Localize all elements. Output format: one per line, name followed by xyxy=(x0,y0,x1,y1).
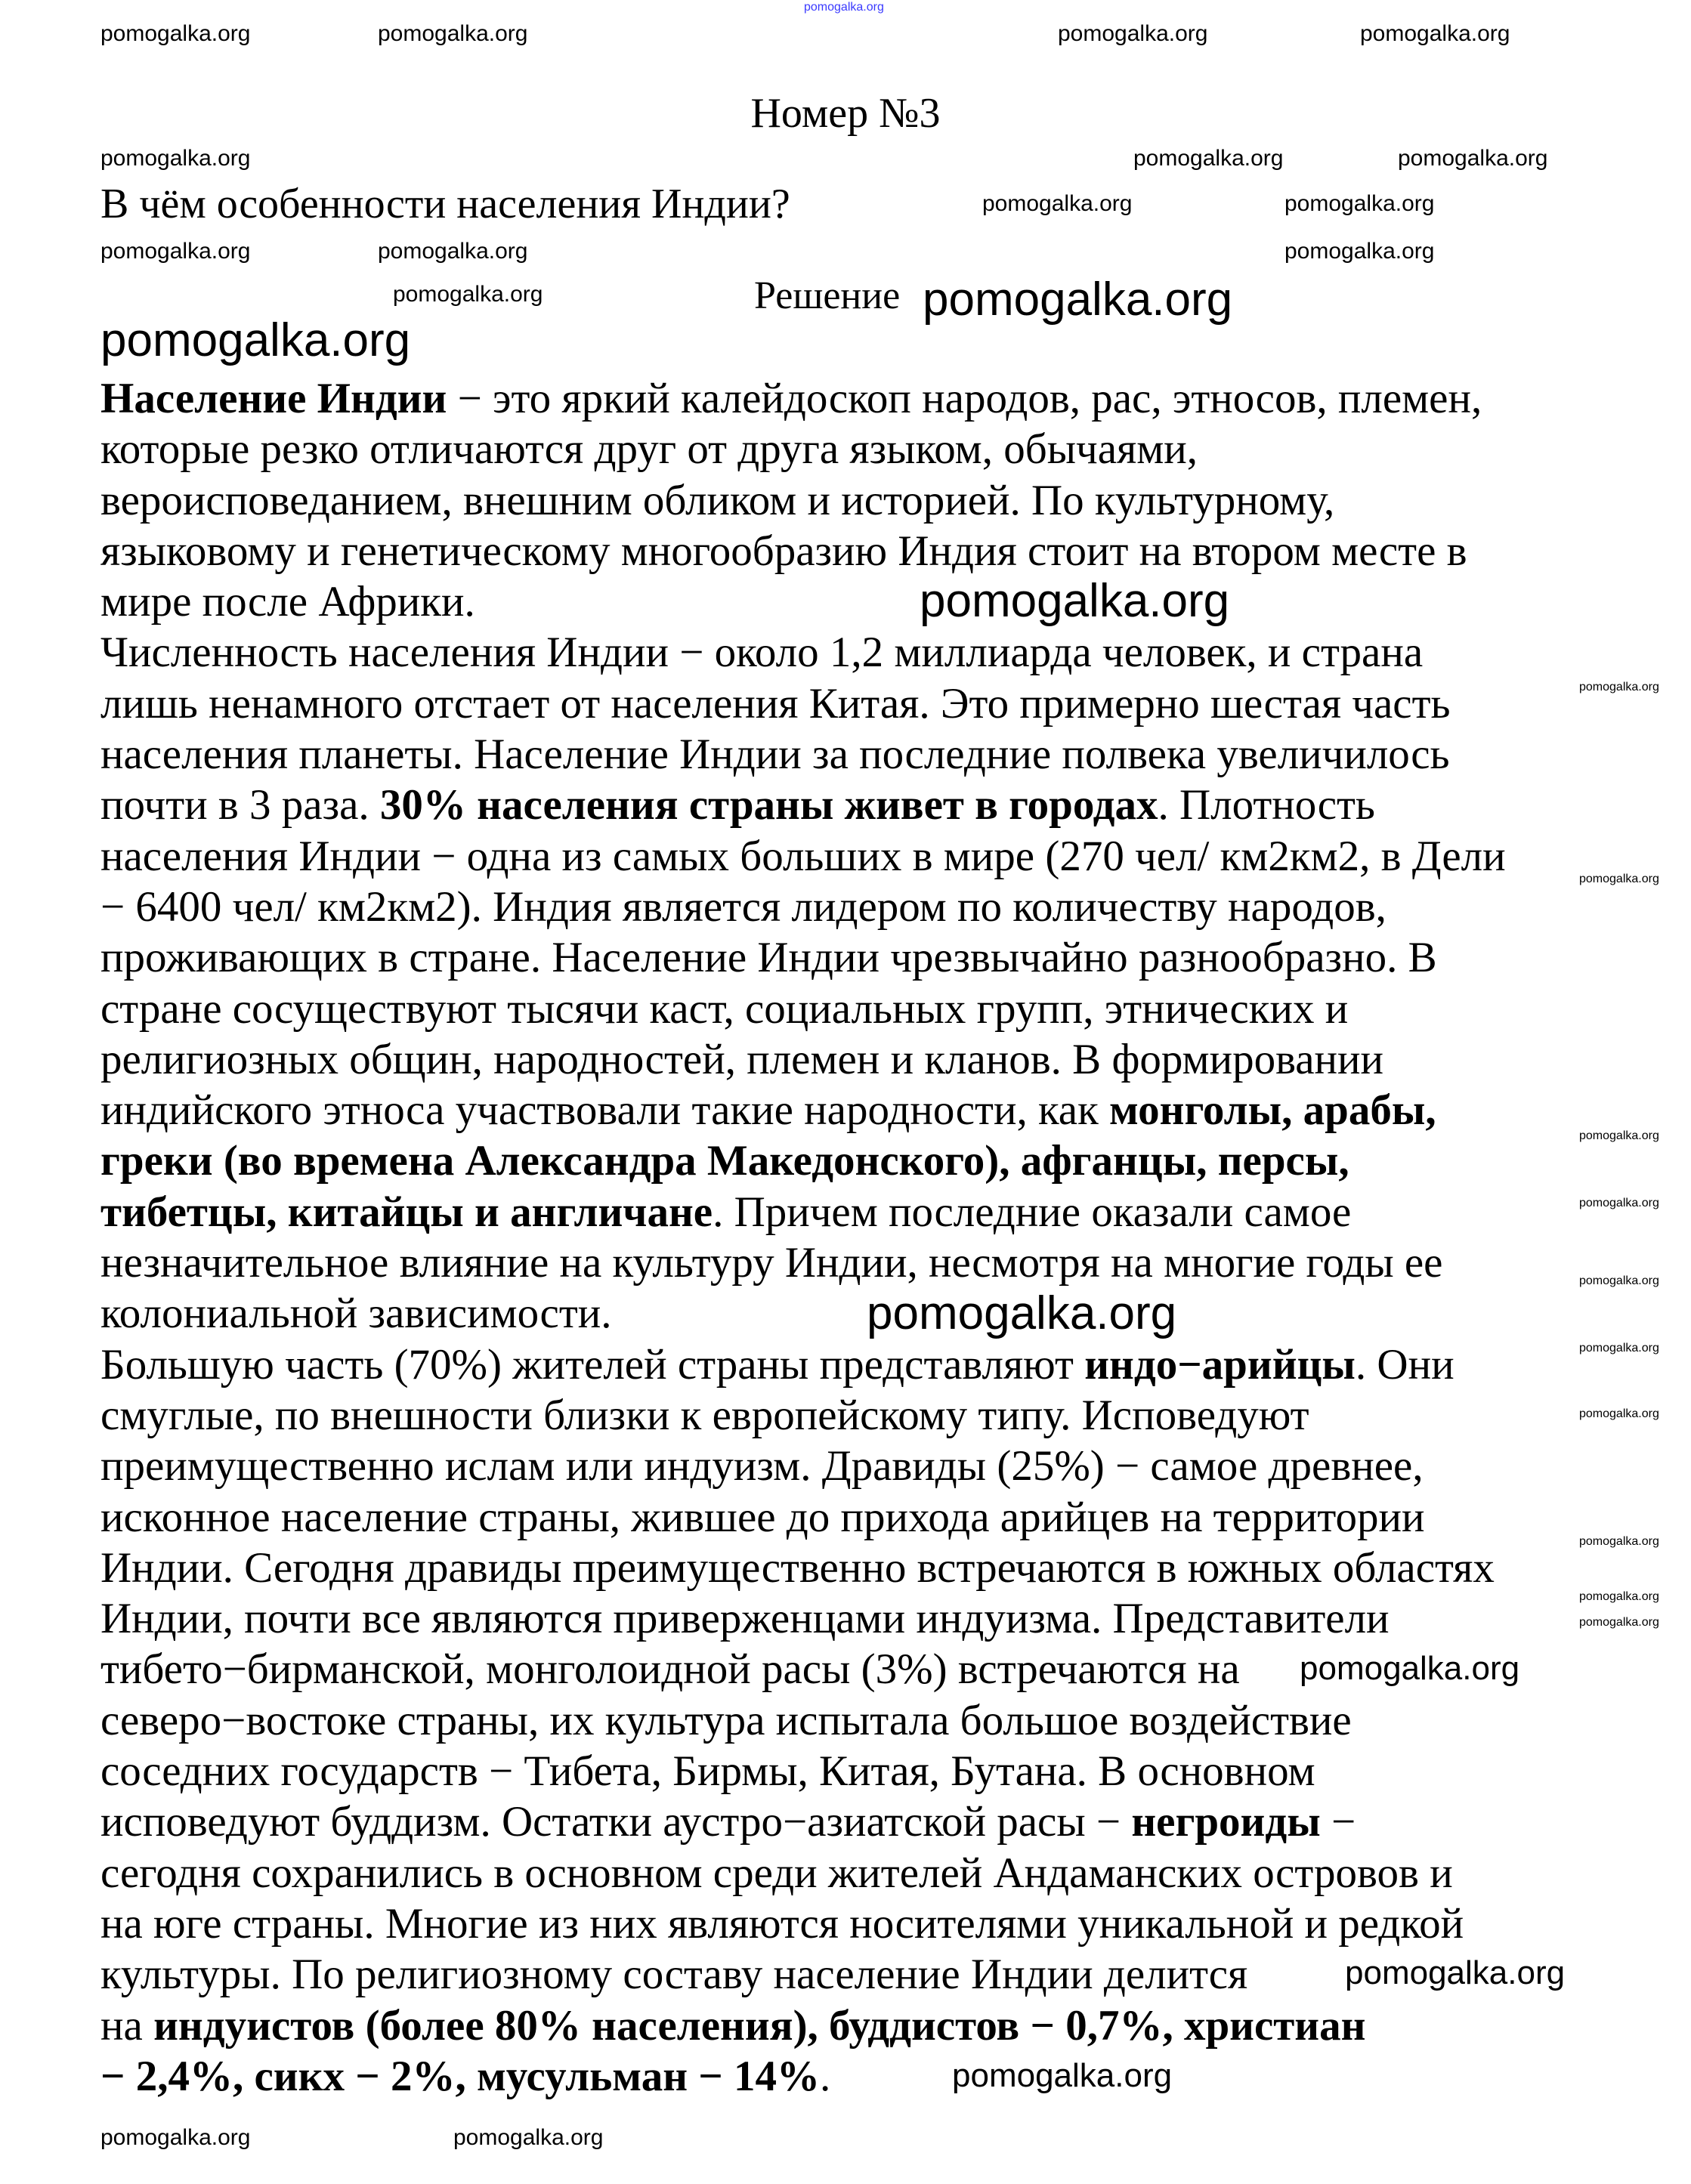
text-line xyxy=(100,1339,1455,1390)
watermark: pomogalka.org xyxy=(100,146,251,171)
watermark: pomogalka.org xyxy=(1284,239,1435,264)
watermark-top[interactable]: pomogalka.org xyxy=(804,1,884,14)
text-line xyxy=(100,1848,1453,1898)
text-segment: исповедуют буддизм. Остатки аустро−азиатской расы − xyxy=(100,1798,1132,1846)
text-segment: колониальной зависимости. xyxy=(100,1290,612,1338)
text-line xyxy=(100,2051,830,2102)
text-line xyxy=(100,1695,1352,1746)
text-segment: . Причем последние оказали самое xyxy=(713,1188,1352,1236)
watermark: pomogalka.org xyxy=(1360,21,1510,46)
text-segment: смуглые, по внешности близки к европейскому типу. Исповедуют xyxy=(100,1391,1309,1439)
text-segment: преимущественно ислам или индуизм. Дравиды (25%) − самое древнее, xyxy=(100,1442,1424,1490)
text-segment: исконное население страны, жившее до прихода арийцев на территории xyxy=(100,1493,1425,1541)
text-segment: северо−востоке страны, их культура испытала большое воздействие xyxy=(100,1696,1352,1744)
watermark: pomogalka.org xyxy=(100,2125,251,2150)
watermark: pomogalka.org xyxy=(378,21,528,46)
watermark: pomogalka.org xyxy=(920,575,1230,627)
text-line xyxy=(100,1796,1356,1847)
text-segment: культуры. По религиозному составу население Индии делится xyxy=(100,1951,1248,1999)
watermark: pomogalka.org xyxy=(393,282,543,307)
text-line xyxy=(100,2000,1365,2051)
bold-text: индо−арийцы xyxy=(1084,1340,1356,1389)
text-segment: стране сосуществуют тысячи каст, социальных групп, этнических и xyxy=(100,984,1349,1033)
text-line xyxy=(100,1288,612,1339)
bold-text: греки (во времена Александра Македонского), афганцы, персы, xyxy=(100,1137,1349,1185)
watermark: pomogalka.org xyxy=(982,191,1133,216)
text-segment: которые резко отличаются друг от друга языком, обычаями, xyxy=(100,425,1198,474)
text-line xyxy=(100,576,475,627)
text-line xyxy=(100,1949,1247,2000)
bold-text: тибетцы, китайцы и англичане xyxy=(100,1188,713,1236)
page-title: Номер №3 xyxy=(750,90,941,137)
text-line xyxy=(100,984,1348,1034)
text-segment: − xyxy=(1320,1798,1356,1846)
text-line xyxy=(100,882,1386,932)
watermark: pomogalka.org xyxy=(100,239,251,264)
bold-text: − 2,4%, сикх − 2%, мусульман − 14% xyxy=(100,2052,821,2100)
answer-body xyxy=(100,373,1506,2102)
watermark: pomogalka.org xyxy=(1579,1274,1659,1287)
text-line xyxy=(100,1034,1383,1085)
text-segment: . xyxy=(820,2052,831,2100)
text-line xyxy=(100,831,1506,882)
text-segment: − 6400 чел/ км2км2). Индия является лидером по количеству народов, xyxy=(100,882,1386,931)
watermark: pomogalka.org xyxy=(100,21,251,46)
text-line xyxy=(100,1543,1495,1593)
text-segment: тибето−бирманской, монголоидной расы (3%) встречаются на xyxy=(100,1645,1240,1694)
bold-text: Население Индии xyxy=(100,375,447,422)
watermark: pomogalka.org xyxy=(1579,1535,1659,1548)
text-segment: . Плотность xyxy=(1158,781,1375,829)
text-segment: религиозных общин, народностей, племен и кланов. В формировании xyxy=(100,1035,1384,1083)
watermark: pomogalka.org xyxy=(1133,146,1284,171)
bold-text: 30% населения страны живет в городах xyxy=(379,781,1158,829)
text-segment: населения Индии − одна из самых больших в мире (270 чел/ км2км2, в Дели xyxy=(100,832,1506,880)
text-line xyxy=(100,424,1198,474)
watermark: pomogalka.org xyxy=(1300,1650,1520,1687)
bold-text: монголы, арабы, xyxy=(1109,1086,1436,1135)
text-line xyxy=(100,1492,1425,1543)
watermark: pomogalka.org xyxy=(1579,1590,1659,1603)
watermark: pomogalka.org xyxy=(1579,1197,1659,1209)
bold-text: негроиды xyxy=(1131,1798,1321,1846)
text-line xyxy=(100,1390,1309,1441)
text-segment: населения планеты. Население Индии за последние полвека увеличилось xyxy=(100,731,1450,779)
text-segment: Численность населения Индии − около 1,2 миллиарда человек, и страна xyxy=(100,629,1424,677)
text-segment: на xyxy=(100,2001,154,2050)
text-segment: почти в 3 раза. xyxy=(100,781,380,829)
text-segment: Индии. Сегодня дравиды преимущественно встречаются в южных областях xyxy=(100,1543,1495,1592)
question-text: В чём особенности населения Индии? xyxy=(100,181,790,227)
text-line xyxy=(100,932,1437,983)
text-line xyxy=(100,780,1375,830)
watermark: pomogalka.org xyxy=(952,2057,1173,2094)
text-line xyxy=(100,1135,1349,1186)
watermark: pomogalka.org xyxy=(1345,1954,1566,1991)
text-segment: Большую часть (70%) жителей страны представляют xyxy=(100,1340,1085,1389)
text-line xyxy=(100,1187,1351,1237)
text-line xyxy=(100,1644,1240,1694)
solution-heading: Решение xyxy=(754,274,901,317)
text-line xyxy=(100,373,1482,424)
text-line xyxy=(100,526,1467,576)
watermark: pomogalka.org xyxy=(1058,21,1208,46)
text-line xyxy=(100,1593,1390,1644)
text-line xyxy=(100,1746,1315,1796)
watermark: pomogalka.org xyxy=(453,2125,604,2150)
watermark: pomogalka.org xyxy=(923,273,1233,326)
watermark: pomogalka.org xyxy=(867,1287,1177,1339)
text-line xyxy=(100,1441,1424,1491)
text-line xyxy=(100,475,1334,526)
text-line xyxy=(100,729,1450,780)
watermark: pomogalka.org xyxy=(1579,681,1659,694)
watermark: pomogalka.org xyxy=(1579,1129,1659,1142)
text-segment: незначительное влияние на культуру Индии, несмотря на многие годы ее xyxy=(100,1239,1443,1287)
text-segment: индийского этноса участвовали такие народности, как xyxy=(100,1086,1110,1135)
text-line xyxy=(100,1898,1464,1949)
text-segment: . Они xyxy=(1355,1340,1455,1389)
text-segment: Индии, почти все являются приверженцами индуизма. Представители xyxy=(100,1595,1390,1643)
text-segment: на юге страны. Многие из них являются носителями уникальной и редкой xyxy=(100,1899,1464,1948)
text-segment: − это яркий калейдоскоп народов, рас, этносов, племен, xyxy=(447,375,1482,422)
watermark: pomogalka.org xyxy=(100,314,411,366)
text-segment: сегодня сохранились в основном среди жителей Андаманских островов и xyxy=(100,1849,1453,1897)
watermark: pomogalka.org xyxy=(1284,191,1435,216)
watermark: pomogalka.org xyxy=(1579,1616,1659,1629)
text-segment: лишь ненамного отстает от населения Китая. Это примерно шестая часть xyxy=(100,679,1451,727)
text-line xyxy=(100,627,1423,678)
watermark: pomogalka.org xyxy=(1398,146,1548,171)
watermark: pomogalka.org xyxy=(1579,873,1659,885)
text-line xyxy=(100,1085,1436,1135)
watermark: pomogalka.org xyxy=(1579,1342,1659,1355)
text-line xyxy=(100,678,1450,729)
text-segment: языковому и генетическому многообразию Индия стоит на втором месте в xyxy=(100,527,1467,575)
bold-text: индуистов (более 80% населения), буддистов − 0,7%, христиан xyxy=(153,2001,1366,2050)
watermark: pomogalka.org xyxy=(1579,1407,1659,1420)
text-segment: мире после Африки. xyxy=(100,578,475,626)
text-segment: проживающих в стране. Население Индии чрезвычайно разнообразно. В xyxy=(100,934,1437,982)
text-segment: вероисповеданием, внешним обликом и историей. По культурному, xyxy=(100,476,1335,524)
watermark: pomogalka.org xyxy=(378,239,528,264)
text-segment: соседних государств − Тибета, Бирмы, Китая, Бутана. В основном xyxy=(100,1747,1315,1796)
text-line xyxy=(100,1237,1442,1288)
